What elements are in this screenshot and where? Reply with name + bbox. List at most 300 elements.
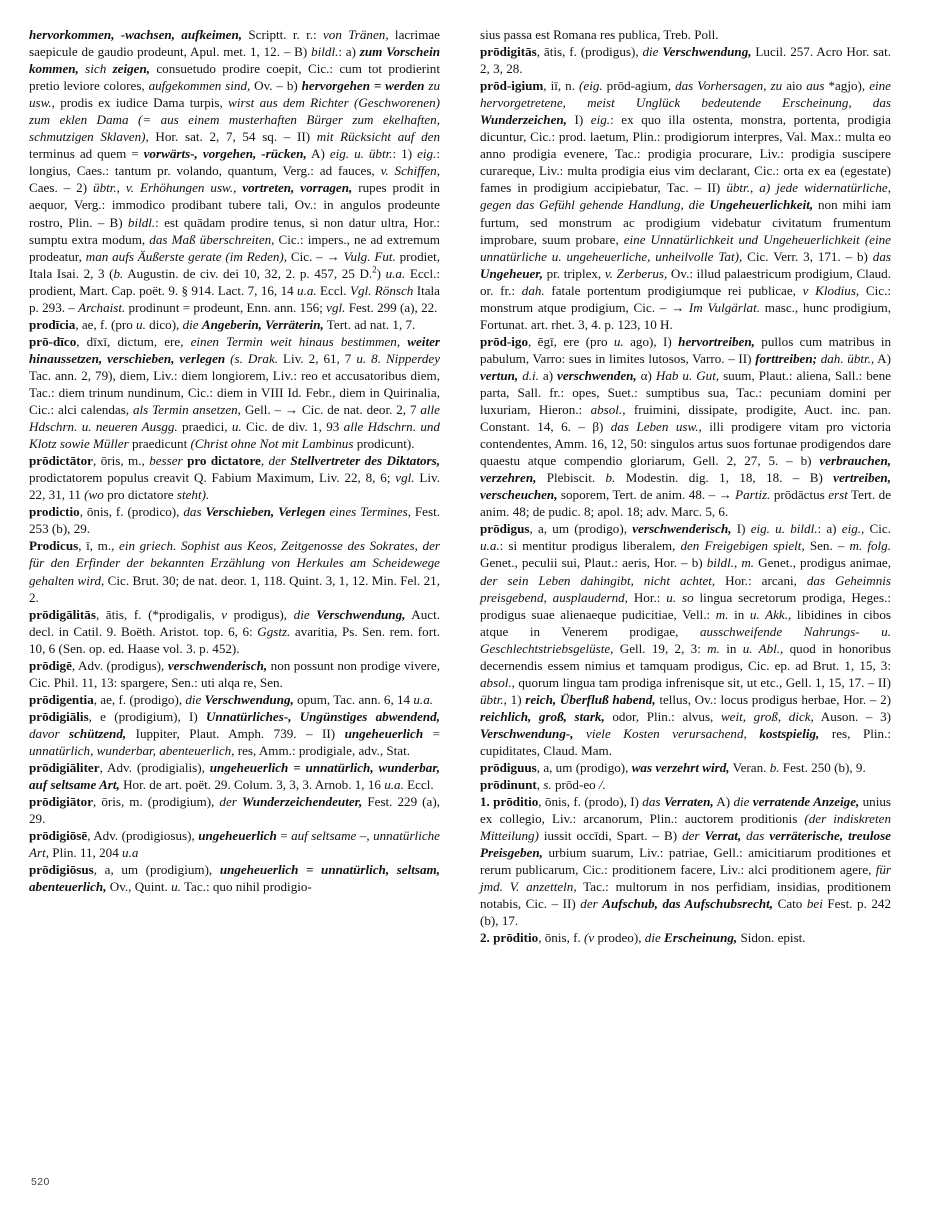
body-text: pro dictatore — [103, 487, 177, 503]
body-text: , a, um (prodigo), — [536, 760, 632, 776]
body-text: = — [423, 725, 440, 741]
gloss-italic: vgl. — [326, 299, 346, 315]
gloss-bold-italic: verschwenderisch, — [632, 521, 732, 537]
gloss-bold-italic: verbrauchen, verzehren, — [480, 453, 891, 486]
gloss-italic: von Tränen, — [323, 27, 389, 42]
body-text: urbium suarum, Liv.: patriae, Gell.: amicitiarum proditiones et rerum publicarum, Cic.: proditionem facere, Liv.: alci proditionem agere, — [480, 845, 891, 878]
body-text: , ōnis, f. (prodico), — [79, 504, 184, 520]
body-text: Veran. — [729, 760, 770, 776]
gloss-italic: aus — [806, 78, 825, 94]
body-text: I) — [731, 521, 751, 537]
body-text: sius passa est Romana res publica, Treb. Poll. — [480, 27, 719, 42]
dictionary-entry — [29, 827, 440, 861]
body-text: unius ex collegio, Liv.: arcanorum, Plin.: auctorem proditionis — [480, 794, 892, 827]
gloss-italic: u.a. — [413, 691, 434, 707]
body-text: opum, Tac. ann. 6, 14 — [293, 691, 414, 707]
dictionary-entry — [480, 759, 891, 776]
gloss-bold-italic: Unnatürliches-, Ungünstiges abwendend, — [205, 708, 440, 724]
gloss-bold-italic: reich, Überfluß habend, — [525, 691, 656, 707]
gloss-italic: (wo — [84, 487, 104, 503]
body-text: fruimini, dissipate, prodigite, Auct. inc. pan. Constant. 14, 6. – β) — [480, 402, 891, 435]
gloss-italic: Ggstz. — [257, 623, 291, 639]
dictionary-entry — [29, 708, 440, 759]
body-text: Cato — [773, 896, 807, 912]
gloss-italic: der — [219, 794, 242, 810]
body-text: Ov.: illud palaestricum prodigium, Claud. or. fr.: — [480, 265, 891, 298]
body-text: prōdāctus — [770, 487, 829, 503]
headword: 2. prōditio — [480, 930, 539, 946]
body-text: Scriptt. r. r.: — [242, 27, 323, 42]
body-text: lingua secretorum prodiga, Heges.: prodigus suae alienaeque pudicitiae, Vell.: — [480, 589, 891, 622]
body-text: , iī, n. — [543, 78, 580, 94]
dictionary-entry — [29, 452, 440, 503]
gloss-italic: steht). — [176, 487, 210, 503]
gloss-italic: v Klodius, — [802, 282, 860, 298]
body-text: , ēgī, ere (pro — [528, 333, 614, 349]
body-text: Cic. — [864, 521, 892, 537]
gloss-italic: v — [221, 606, 228, 622]
body-text: α) — [636, 367, 656, 383]
gloss-italic: zu usw., — [29, 78, 440, 111]
dictionary-entry — [29, 691, 440, 708]
body-text: prodiet, Itala Isai. 2, 3 ( — [29, 248, 440, 281]
gloss-italic: das — [872, 248, 891, 264]
gloss-italic: Partiz. — [735, 487, 771, 503]
gloss-italic: die — [293, 606, 317, 622]
gloss-bold-italic: Verraten, — [663, 794, 714, 810]
gloss-italic: das Maß überschreiten, — [149, 231, 275, 247]
body-text: prodinunt = prodeunt, Enn. ann. 156; — [125, 299, 327, 315]
body-text: , — [260, 453, 269, 469]
body-text: prodeo), — [594, 930, 645, 946]
gloss-italic: eig. — [590, 112, 611, 128]
body-text: = — [276, 828, 292, 844]
body-text: Fest. 253 (b), 29. — [29, 504, 441, 537]
headword: prōdigiāliter — [29, 760, 100, 776]
body-text: , e (prodigium), I) — [88, 708, 206, 724]
body-text: quorum lingua tam prodiga infrenisque sit, ut etc., Gell. 1, 15, 17. – II) — [514, 674, 891, 690]
body-text: Itala p. 293. – — [29, 282, 440, 315]
gloss-italic: b. — [769, 760, 780, 776]
gloss-italic: mit Rücksicht auf den — [316, 129, 440, 145]
body-text: Eccl. — [316, 282, 350, 298]
gloss-italic: das — [746, 828, 770, 844]
body-text: : 1) — [392, 146, 418, 162]
body-text: Fest. 229 (a), 29. — [29, 794, 440, 827]
gloss-italic: v. Schiffen, — [380, 163, 441, 179]
gloss-italic: der — [268, 453, 291, 469]
body-text: Gell. 19, 2, 3: — [613, 640, 708, 656]
gloss-italic: u. Abl., — [742, 640, 784, 656]
body-text: prodigus), — [227, 606, 294, 622]
gloss-italic: (eig. — [579, 78, 603, 94]
body-text: Cic. de div. 1, 93 — [241, 419, 344, 435]
headword: prōdigiōsē — [29, 828, 88, 844]
body-text: Tac. ann. 2, 79), diem, Liv.: diem longiorem, Liv.: reo et accusatoribus diem, Tac.: diem trinum nundinum, Cic.: diem in VIII Id. Febr., diem in Quirinalia, Cic.: alci calendas, — [29, 367, 440, 418]
gloss-bold-italic: weiter hinaussetzen, verschieben, verlegen — [29, 333, 440, 366]
gloss-italic: u. — [171, 879, 181, 895]
gloss-bold-italic: ungeheuerlich — [344, 725, 424, 741]
gloss-italic: als Termin ansetzen, — [132, 402, 241, 418]
body-text: Augustin. de civ. dei 10, 32, 2. p. 457, 25 D. — [123, 265, 373, 281]
gloss-bold-italic: Ungeheuer, — [480, 265, 543, 281]
gloss-bold-italic: kostspielig, — [759, 725, 820, 741]
gloss-bold-italic: reichlich, groß, stark, — [480, 708, 605, 724]
gloss-italic: ein griech. Sophist aus Keos, Zeitgenosse des Sokrates, der für den Erfinder der bekannten Erzählung von Herkules am Scheidewege gehalten wird, — [29, 538, 440, 588]
gloss-bold-italic: schützend, — [69, 725, 127, 741]
body-text: : a) — [817, 521, 842, 537]
body-text: Modestin. dig. 1, 18, 18. – B) — [615, 470, 834, 486]
body-text: lacrimae saepicule de gaudio prodeunt, Apul. met. 1, 12. – B) — [29, 27, 440, 60]
body-text: Cic.: impers., ne ad extremum prodeatur, — [29, 231, 440, 264]
body-text: Cic.: monstrum atque prodigium, Cic. – → — [480, 282, 891, 315]
body-text: Cic. Brut. 30; de nat. deor. 1, 118. Quint. 3, 1, 12. Min. Fel. 21, 2. — [29, 572, 440, 605]
headword: prōdigē — [29, 657, 72, 673]
body-text: Tert. ad nat. 1, 7. — [323, 316, 416, 332]
gloss-italic: übtr., v. Erhöhungen usw., — [93, 180, 237, 196]
body-text: Eccl. — [403, 777, 434, 793]
body-text: Hor.: arcani, — [715, 572, 807, 588]
body-text: Auson. – 3) — [813, 708, 891, 724]
gloss-bold-italic: Verschwendung, — [662, 44, 752, 60]
body-text: : longius, Caes.: tantum pr. volando, quantum, Verg.: ad fauces, — [29, 146, 440, 179]
gloss-italic: davor — [29, 725, 70, 741]
gloss-bold-italic: hervorgehen = werden — [301, 78, 425, 94]
body-text: Plebiscit. — [536, 470, 606, 486]
gloss-italic: u. Akk., — [749, 606, 792, 622]
body-text: , ātis, f. (*prodigalis, — [95, 606, 222, 622]
body-text: , dīxī, dictum, ere, — [76, 333, 191, 349]
headword: prō-dīco — [29, 333, 77, 349]
left-text-column — [29, 26, 440, 895]
gloss-italic: viele Kosten verursachend, — [586, 725, 747, 741]
gloss-italic: u. — [613, 333, 624, 349]
body-text: Cic. – → — [287, 248, 344, 264]
gloss-bold-italic: Verschieben, Verlegen — [205, 504, 326, 520]
gloss-italic: m. folg. — [849, 538, 891, 554]
gloss-bold-italic: verschwenden, — [557, 367, 637, 383]
dictionary-entry — [480, 776, 891, 793]
gloss-bold-italic: zum Vorschein kommen, — [29, 44, 441, 77]
body-text: Caes. – 2) — [29, 180, 94, 196]
gloss-italic: s. — [543, 777, 552, 793]
gloss-italic: eig. — [417, 146, 437, 162]
body-text: ago), I) — [623, 333, 679, 349]
gloss-italic: das Leben usw., — [610, 419, 702, 435]
gloss-italic: b. — [113, 265, 124, 281]
body-text: res, Amm.: prodigiale, adv., Stat. — [234, 742, 411, 758]
gloss-italic: Hab u. Gut, — [655, 367, 720, 383]
gloss-italic: eig. u. übtr. — [329, 146, 393, 162]
body-text: Ov. – b) — [250, 78, 302, 94]
gloss-bold-italic: Aufschub, das Aufschubsrecht, — [602, 896, 774, 912]
gloss-italic: dah. — [521, 282, 545, 298]
body-text: Fest. p. 242 (b), 17. — [480, 896, 892, 929]
gloss-bold-italic: vorwärts-, vorgehen, -rücken, — [143, 146, 307, 162]
gloss-bold-italic: Ungeheuerlichkeit, — [709, 197, 814, 213]
body-text: odor, Plin.: alvus, — [604, 708, 721, 724]
body-text: : a) — [338, 44, 360, 60]
body-text: aio — [782, 78, 807, 94]
gloss-italic: m. — [715, 606, 729, 622]
body-text: A) — [306, 146, 330, 162]
gloss-italic: /. — [598, 777, 606, 793]
headword: pro dictatore — [187, 453, 261, 469]
gloss-italic: unnatürlich, wunderbar, abenteuerlich, — [29, 742, 235, 758]
gloss-italic: ausschweifende Nahrungs- u. Geschlechtstriebsgelüste, — [480, 623, 891, 656]
gloss-italic: der — [682, 828, 705, 844]
body-text: prōd-eo — [551, 777, 599, 793]
gloss-bold-italic: hervortreiben, — [678, 333, 755, 349]
headword: prōdiguus — [480, 760, 537, 776]
gloss-italic: weit, groß, dick, — [720, 708, 814, 724]
dictionary-entry — [29, 657, 440, 691]
dictionary-entry — [29, 861, 440, 895]
gloss-italic: u. — [231, 419, 242, 435]
body-text: Genet., prodigus animae, — [754, 555, 891, 571]
gloss-italic: u.a. — [384, 777, 404, 793]
dictionary-entry — [480, 333, 891, 521]
headword: prōdinunt — [480, 777, 537, 793]
gloss-italic: die — [185, 691, 205, 707]
gloss-italic: aufgekommen sind, — [148, 78, 251, 94]
body-text: Auct. decl. in Catil. 9. Boëth. Aristot. top. 6, 6: — [29, 606, 440, 639]
body-text: Plin. 11, 204 — [49, 845, 123, 861]
body-text: Hor. de art. poët. 29. Colum. 3, 3, 3. Arnob. 1, 16 — [119, 777, 385, 793]
body-text: , ōnis, f. (prodo), I) — [538, 794, 643, 810]
gloss-bold-italic: hervorkommen, -wachsen, aufkeimen, — [29, 27, 243, 42]
two-column-text-body — [29, 26, 891, 1156]
body-text: Fest. 250 (b), 9. — [779, 760, 866, 776]
gloss-bold-italic: Angeberin, Verräterin, — [201, 316, 324, 332]
gloss-bold-italic: vertun, — [480, 367, 519, 383]
body-text: in — [728, 606, 750, 622]
body-text: Liv. 2, 61, 7 — [278, 350, 357, 366]
gloss-bold-italic: Verschwendung-, — [480, 725, 574, 741]
gloss-italic: absol., — [480, 674, 515, 690]
gloss-italic: eine hervorgetretene, meist Unglück bedeutende Erscheinung, das — [480, 78, 891, 111]
body-text: 1) — [506, 691, 526, 707]
body-text: , — [536, 777, 544, 793]
headword: prōdigitās — [480, 44, 537, 60]
gloss-italic: (v — [584, 930, 595, 946]
gloss-italic: besser — [149, 453, 188, 469]
gloss-italic: eig., — [841, 521, 865, 537]
dictionary-entry — [480, 520, 891, 759]
right-text-column — [480, 26, 891, 947]
headword: 1. prōditio — [480, 794, 539, 810]
gloss-bold-italic: was verzehrt wird, — [631, 760, 730, 776]
headword: prōdigiātor — [29, 794, 94, 810]
gloss-bold-italic: Erscheinung, — [664, 930, 738, 946]
body-text: A) — [874, 350, 891, 366]
body-text: non possunt non prodige vivere, Cic. Phil. 11, 13: spargere, Sen.: uti alqa re, Sen. — [29, 657, 440, 690]
gloss-italic: bei — [806, 896, 823, 912]
body-text: Genet., peculii sui, Plaut.: aeris, Hor. – b) — [480, 555, 707, 571]
body-text: , ātis, f. (prodigus), — [536, 44, 643, 60]
gloss-bold-italic: ungeheuerlich — [198, 828, 277, 844]
gloss-italic: die — [182, 316, 202, 332]
body-text: Ov., Quint. — [106, 879, 172, 895]
body-text: tellus, Ov.: locus prodigus herbae, Hor. – 2) — [655, 691, 891, 707]
headword: prōdigālitās — [29, 606, 96, 622]
dictionary-entry — [29, 537, 440, 605]
body-text: Tac.: quo nihil prodigio- — [180, 879, 312, 895]
body-text — [747, 726, 760, 741]
body-text: , ae, f. (pro — [75, 316, 137, 332]
body-text: Gell. – → Cic. de nat. deor. 2, 7 — [240, 402, 421, 418]
gloss-bold-italic: ungeheuerlich = unnatürlich, seltsam, abenteuerlich, — [29, 862, 440, 895]
body-text: illi prodigere vitam pro victoria contendentes, Amm. 16, 12, 50: singulos artus suos fortunae prodigendos dare quaestu atque compendio gloriarum, Gell. 2, 27, 5. – b) — [480, 419, 891, 469]
body-text: , ōris, m. (prodigium), — [93, 794, 220, 810]
body-text: quod in honoribus decernendis essem nimius et tamquam prodigus, Cic. ep. ad Brut. 1, 15, 3: — [480, 640, 891, 673]
gloss-italic: u. 8. Nipperdey — [356, 350, 441, 366]
body-text: terminus ad quem = — [29, 146, 144, 162]
body-text: Hor.: — [627, 589, 667, 605]
body-text: , Adv. (prodigus), — [71, 657, 168, 673]
body-text: praedicunt — [128, 436, 191, 452]
gloss-italic: Vulg. Fut. — [343, 248, 396, 264]
body-text: praedici, — [177, 419, 232, 435]
body-text: res, Plin.: cupiditates, Claud. Mam. — [480, 725, 891, 758]
gloss-italic: (Christ ohne Not mit Lambinus — [190, 436, 354, 452]
body-text: Eccl.: prodient, Mart. Cap. poët. 9. § 914. Lact. 7, 16, 14 — [29, 265, 440, 298]
body-text: Lucil. 257. Acro Hor. sat. 2, 3, 28. — [480, 44, 891, 77]
headword: prōdigentia — [29, 691, 94, 707]
body-text: Tert. de anim. 48; de pudic. 8; apol. 18; adv. Marc. 5, 6. — [480, 487, 892, 520]
gloss-italic: für jmd. V. anzetteln, — [480, 862, 891, 895]
body-text: a) — [538, 367, 558, 383]
body-text: , ōris, m., — [93, 453, 150, 469]
gloss-italic: das — [642, 794, 664, 810]
page-number: 520 — [31, 1176, 50, 1188]
body-text: Hor. sat. 2, 7, 54 sq. – II) — [148, 129, 317, 145]
body-text: consuetudo prodire coepit, Cic.: cum tot prodierint pretio leviore colores, — [29, 61, 440, 94]
body-text: , Adv. (prodigialis), — [99, 760, 210, 776]
gloss-italic: die — [733, 794, 753, 810]
headword: prodictio — [29, 504, 80, 520]
gloss-bold-italic: verschwenderisch, — [167, 657, 268, 673]
body-text: Liv. 22, 31, 11 — [29, 470, 440, 503]
body-text: : est quādam prodire tenus, si non datur ultra, Hor.: sumptu extra modum, — [29, 214, 440, 247]
gloss-bold-italic: verräterische, treulose Preisgeben, — [480, 828, 891, 861]
body-text: : ex quo illa ostenta, monstra, portenta, prodigia dicuntur, Cic.: prod. laetum, Plin.: prodigiorum interpres, Val. Max.: multa eo anno prodigia evenere, Tac.: prodigia procurare, Liv.: prodigia suscipere curareque, Liv.: multa prodigia eius vim declarant, Cic.: orta ex ea (egestate) fames in prodigium accipiebatur, Tac. – II) — [480, 112, 891, 196]
gloss-italic: eig. u. bildl. — [750, 521, 818, 537]
gloss-italic: (der indiskreten Mitteilung) — [480, 811, 891, 844]
gloss-bold-italic: Wunderzeichendeuter, — [241, 794, 363, 810]
dictionary-entry — [480, 43, 891, 77]
body-text: libidines in cibos atque in Venerem prodigae, — [480, 606, 892, 639]
gloss-italic: bildl. — [127, 214, 156, 230]
gloss-italic: wirst aus dem Richter (Geschworenen) zum eklen Dama (= aus einem musterhaften Bürger zum ekelhaften, schmutzigen Sklaven), — [29, 95, 441, 145]
body-text: , a, um (prodigo), — [529, 521, 633, 537]
headword: prōdigiālis — [29, 708, 89, 724]
dictionary-entry — [29, 333, 440, 452]
gloss-italic: bildl. — [311, 44, 339, 60]
body-text: I) — [566, 112, 591, 128]
gloss-italic: vgl. — [395, 470, 415, 486]
gloss-bold-italic: zeigen, — [112, 61, 151, 77]
body-text: soporem, Tert. de anim. 48. – → — [557, 487, 736, 503]
gloss-bold-italic: vertreiben, verscheuchen, — [480, 470, 891, 503]
body-text: iussit occīdi, Spart. – B) — [538, 828, 683, 844]
entry-continuation — [29, 26, 440, 316]
gloss-italic: Vgl. Rönsch — [349, 282, 414, 298]
gloss-italic: u.a — [122, 845, 139, 861]
body-text: , ī, m., — [78, 538, 120, 554]
gloss-italic: übtr., — [480, 691, 507, 707]
gloss-italic: erst — [828, 487, 848, 503]
headword: prōd-igium — [480, 78, 544, 94]
gloss-italic: u. so — [666, 589, 694, 605]
body-text: prōd-agium, — [602, 78, 676, 94]
body-text: pr. triplex, — [542, 265, 605, 281]
gloss-italic: absol., — [590, 402, 626, 418]
dictionary-entry — [29, 606, 440, 657]
body-text: , ae, f. (prodigo), — [93, 691, 186, 707]
gloss-italic: m. — [707, 640, 720, 656]
gloss-italic: (s. Drak. — [230, 350, 279, 366]
headword: prodīcia — [29, 316, 76, 332]
body-text: prodicunt). — [353, 436, 415, 452]
entry-continuation — [480, 26, 891, 43]
gloss-italic: übtr., a) jede widernatürliche, gegen das Gefühl gehende Handlung, die — [480, 180, 891, 213]
headword: prōd-igo — [480, 333, 529, 349]
body-text: Sidon. epist. — [737, 930, 806, 946]
gloss-bold-italic: Verschwendung, — [316, 606, 406, 622]
gloss-italic: u.a. — [385, 265, 406, 281]
body-text: : si mentitur prodigus liberalem, — [499, 538, 681, 554]
body-text: Cic. Verr. 3, 171. – b) — [742, 248, 873, 264]
gloss-italic: v. Zerberus, — [604, 265, 668, 281]
gloss-italic: einen Termin weit hinaus bestimmen, — [190, 333, 401, 349]
gloss-bold-italic: Verrat, — [704, 828, 742, 844]
gloss-italic: den Freigebigen spielt, — [680, 538, 805, 554]
body-text — [574, 726, 587, 741]
gloss-italic: eine Unnatürlichkeit und Ungeheuerlichkeit (eine unnatürliche u. ungeheuerliche, unheilvolle Tat), — [480, 231, 891, 264]
gloss-bold-italic: ungeheuerlich = unnatürlich, wunderbar, auf seltsame Art, — [29, 760, 440, 793]
dictionary-entry — [480, 77, 891, 333]
dictionary-entry — [29, 316, 440, 333]
headword: prōdictātor — [29, 453, 93, 469]
body-text: Iuppiter, Plaut. Amph. 739. – II) — [126, 725, 345, 741]
headword: prōdigus — [480, 521, 530, 537]
gloss-bold-italic: Verschwendung, — [204, 691, 294, 707]
gloss-italic: alle Hdschrn. u. neueren Ausgg. — [29, 402, 440, 435]
body-text: suum, Plaut.: aliena, Sall.: bene parta, Sall. fr.: opes, Suet.: sumptibus sua, Tac.: pecuniam domini per luxuriam, Hieron.: — [480, 367, 891, 418]
gloss-italic: dah. übtr., — [820, 350, 875, 366]
gloss-bold-italic: forttreiben; — [755, 350, 818, 366]
gloss-italic: der — [580, 896, 603, 912]
body-text: fatale portentum prodigiumque rei publicae, — [544, 282, 803, 298]
gloss-bold-italic: Wunderzeichen, — [480, 112, 567, 128]
gloss-italic: das Geheimnis preisgebend, ausplaudernd, — [480, 572, 891, 605]
gloss-italic: eines Termines, — [329, 504, 411, 520]
gloss-italic: bildl., m. — [706, 555, 755, 571]
body-text: Tac.: multorum in nos perfidiam, insidias, proditionem notabis, Cic. – II) — [480, 879, 891, 912]
gloss-italic: u. — [136, 316, 146, 332]
body-text: prodis ex iudice Dama turpis, — [54, 95, 229, 111]
gloss-italic: die — [644, 930, 665, 946]
gloss-bold-italic: vortreten, vorragen, — [242, 180, 353, 196]
body-text: non mihi iam furtum, sed monstrum ac prodigium videbatur civitatum frumentum improbare, suum probare, — [480, 197, 891, 247]
headword: prōdigiōsus — [29, 862, 94, 878]
gloss-italic: u.a. — [297, 282, 317, 298]
gloss-italic: das Vorhersagen, zu — [675, 78, 783, 94]
body-text: , ōnis, f. — [538, 930, 585, 946]
gloss-italic: der sein Leben dahingibt, nicht achtet, — [480, 572, 716, 588]
body-text: , a, um (prodigium), — [93, 862, 220, 878]
